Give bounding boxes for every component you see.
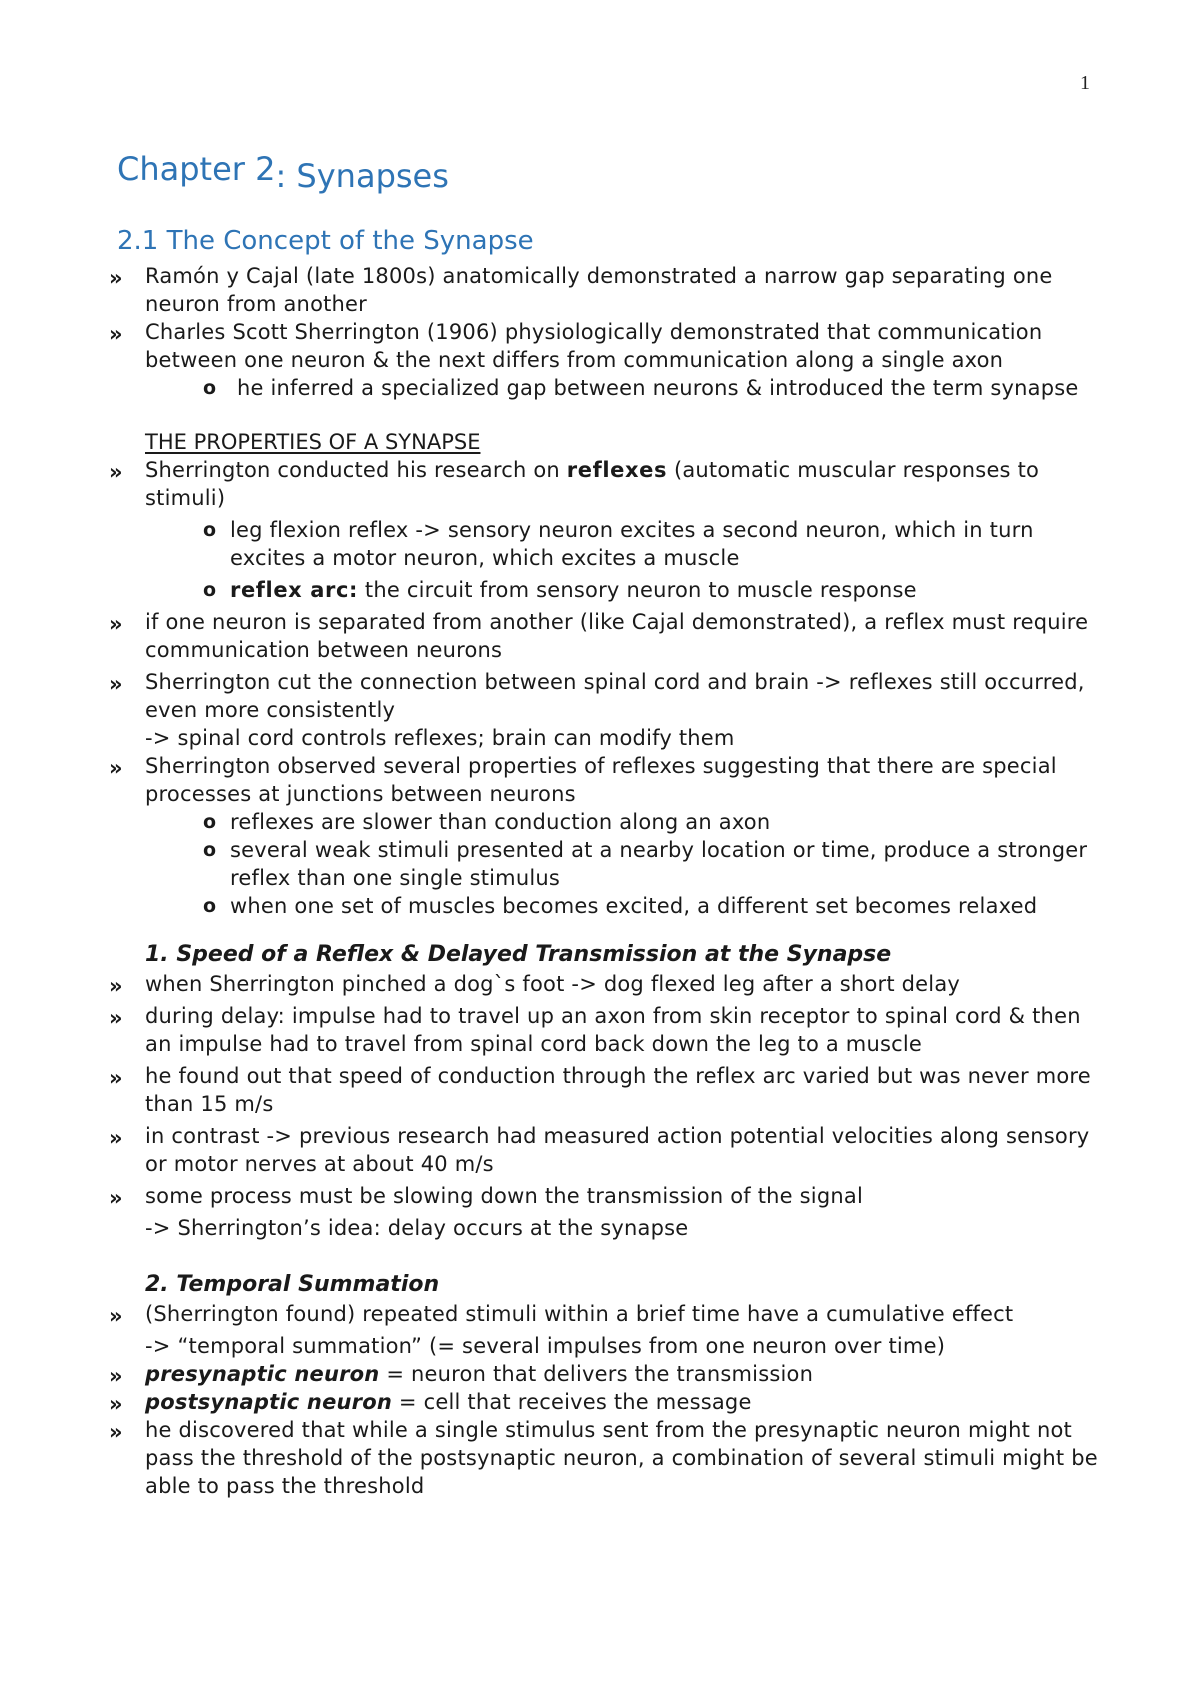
chapter-title-subtitle: : Synapses [275,157,449,195]
sub-list-item [0,516,1200,572]
sub-bullet-text: the circuit from sensory neuron to muscle response [364,578,917,602]
section-heading: 2.1 The Concept of the Synapse [117,226,534,256]
sub-list-item [0,576,1200,604]
bullet-marker: » [109,612,123,636]
bullet-text: Sherrington cut the connection between spinal cord and brain -> reflexes still occurred, even more consistently [145,670,1085,722]
list-item [0,752,1200,808]
list-item [0,1388,1200,1416]
sub-bullet-marker: o [203,519,217,541]
bullet-marker: » [109,1364,123,1388]
term-postsynaptic-neuron: postsynaptic neuron [145,1390,393,1414]
bullet-marker: » [109,1186,123,1210]
list-item [0,262,1200,318]
bullet-marker: » [109,1006,123,1030]
sub-list-item [0,892,1200,920]
sub-list-item [0,374,1200,402]
bullet-text: = neuron that delivers the transmission [386,1362,814,1386]
bullet-marker: » [109,1420,123,1444]
bullet-text: during delay: impulse had to travel up an axon from skin receptor to spinal cord & then an impulse had to travel from spinal cord back down the leg to a muscle [145,1004,1081,1056]
list-item [0,1182,1200,1210]
bullet-text: Sherrington observed several properties of reflexes suggesting that there are special processes at junctions between neurons [145,754,1057,806]
bullet-text: Ramón y Cajal (late 1800s) anatomically demonstrated a narrow gap separating one neuron from another [145,264,1053,316]
bullet-marker: » [109,460,123,484]
list-item [0,1002,1200,1058]
list-item [0,456,1200,512]
sub-bullet-text: when one set of muscles becomes excited, a different set becomes relaxed [230,894,1038,918]
list-item [0,1062,1200,1118]
bullet-text: if one neuron is separated from another (like Cajal demonstrated), a reflex must require communication between neurons [145,610,1089,662]
bullet-text: he discovered that while a single stimulus sent from the presynaptic neuron might not pass the threshold of the postsynaptic neuron, a combination of several stimuli might be able to pass the threshold [145,1418,1098,1498]
sub-bullet-text: several weak stimuli presented at a nearby location or time, produce a stronger reflex than one single stimulus [230,838,1088,890]
note-line: -> spinal cord controls reflexes; brain can modify them [145,726,735,750]
sub-list-item [0,808,1200,836]
list-item [0,1416,1200,1500]
list-item [0,318,1200,374]
bullet-marker: » [109,1066,123,1090]
list-item [0,1300,1200,1328]
term-reflex-arc: reflex arc: [230,578,359,602]
sub-bullet-text: leg flexion reflex -> sensory neuron excites a second neuron, which in turn excites a motor neuron, which excites a muscle [230,518,1034,570]
sub-list-item [0,836,1200,892]
list-item [0,1122,1200,1178]
list-item [0,668,1200,724]
term-reflexes: reflexes [566,458,668,482]
sub-bullet-text: he inferred a specialized gap between neurons & introduced the term synapse [237,376,1079,400]
bullet-text: in contrast -> previous research had measured action potential velocities along sensory or motor nerves at about 40 m/s [145,1124,1090,1176]
bullet-marker: » [109,672,123,696]
bullet-text: when Sherrington pinched a dog`s foot -> dog flexed leg after a short delay [145,972,961,996]
bullet-marker: » [109,266,123,290]
speed-heading: 1. Speed of a Reflex & Delayed Transmission at the Synapse [145,942,892,967]
bullet-text: (Sherrington found) repeated stimuli within a brief time have a cumulative effect [145,1302,1014,1326]
sub-bullet-marker: o [203,811,217,833]
list-item [0,1360,1200,1388]
bullet-marker: » [109,1304,123,1328]
bullet-marker: » [109,1392,123,1416]
bullet-marker: » [109,322,123,346]
sub-bullet-marker: o [203,579,217,601]
temporal-heading: 2. Temporal Summation [145,1272,440,1297]
document-body [0,262,1200,1500]
bullet-marker: » [109,974,123,998]
bullet-marker: » [109,756,123,780]
list-item [0,970,1200,998]
properties-heading: THE PROPERTIES OF A SYNAPSE [145,430,481,454]
sub-bullet-marker: o [203,895,217,917]
bullet-marker: » [109,1126,123,1150]
term-presynaptic-neuron: presynaptic neuron [145,1362,380,1386]
bullet-text: he found out that speed of conduction through the reflex arc varied but was never more than 15 m/s [145,1064,1091,1116]
bullet-text: some process must be slowing down the transmission of the signal [145,1184,863,1208]
note-line: -> Sherrington’s idea: delay occurs at the synapse [145,1216,689,1240]
bullet-text-end: (automatic muscular responses to stimuli) [145,458,1040,510]
note-line: -> “temporal summation” (= several impulses from one neuron over time) [145,1334,946,1358]
sub-bullet-marker: o [203,377,217,399]
bullet-text: Charles Scott Sherrington (1906) physiologically demonstrated that communication between one neuron & the next differs from communication along a single axon [145,320,1043,372]
list-item [0,608,1200,664]
page-number: 1 [1080,72,1090,94]
sub-bullet-text: reflexes are slower than conduction along an axon [230,810,771,834]
bullet-text-start: Sherrington conducted his research on [145,458,560,482]
sub-bullet-marker: o [203,839,217,861]
chapter-title-main: Chapter 2 [117,150,276,188]
chapter-title [117,150,449,195]
bullet-text: = cell that receives the message [398,1390,752,1414]
